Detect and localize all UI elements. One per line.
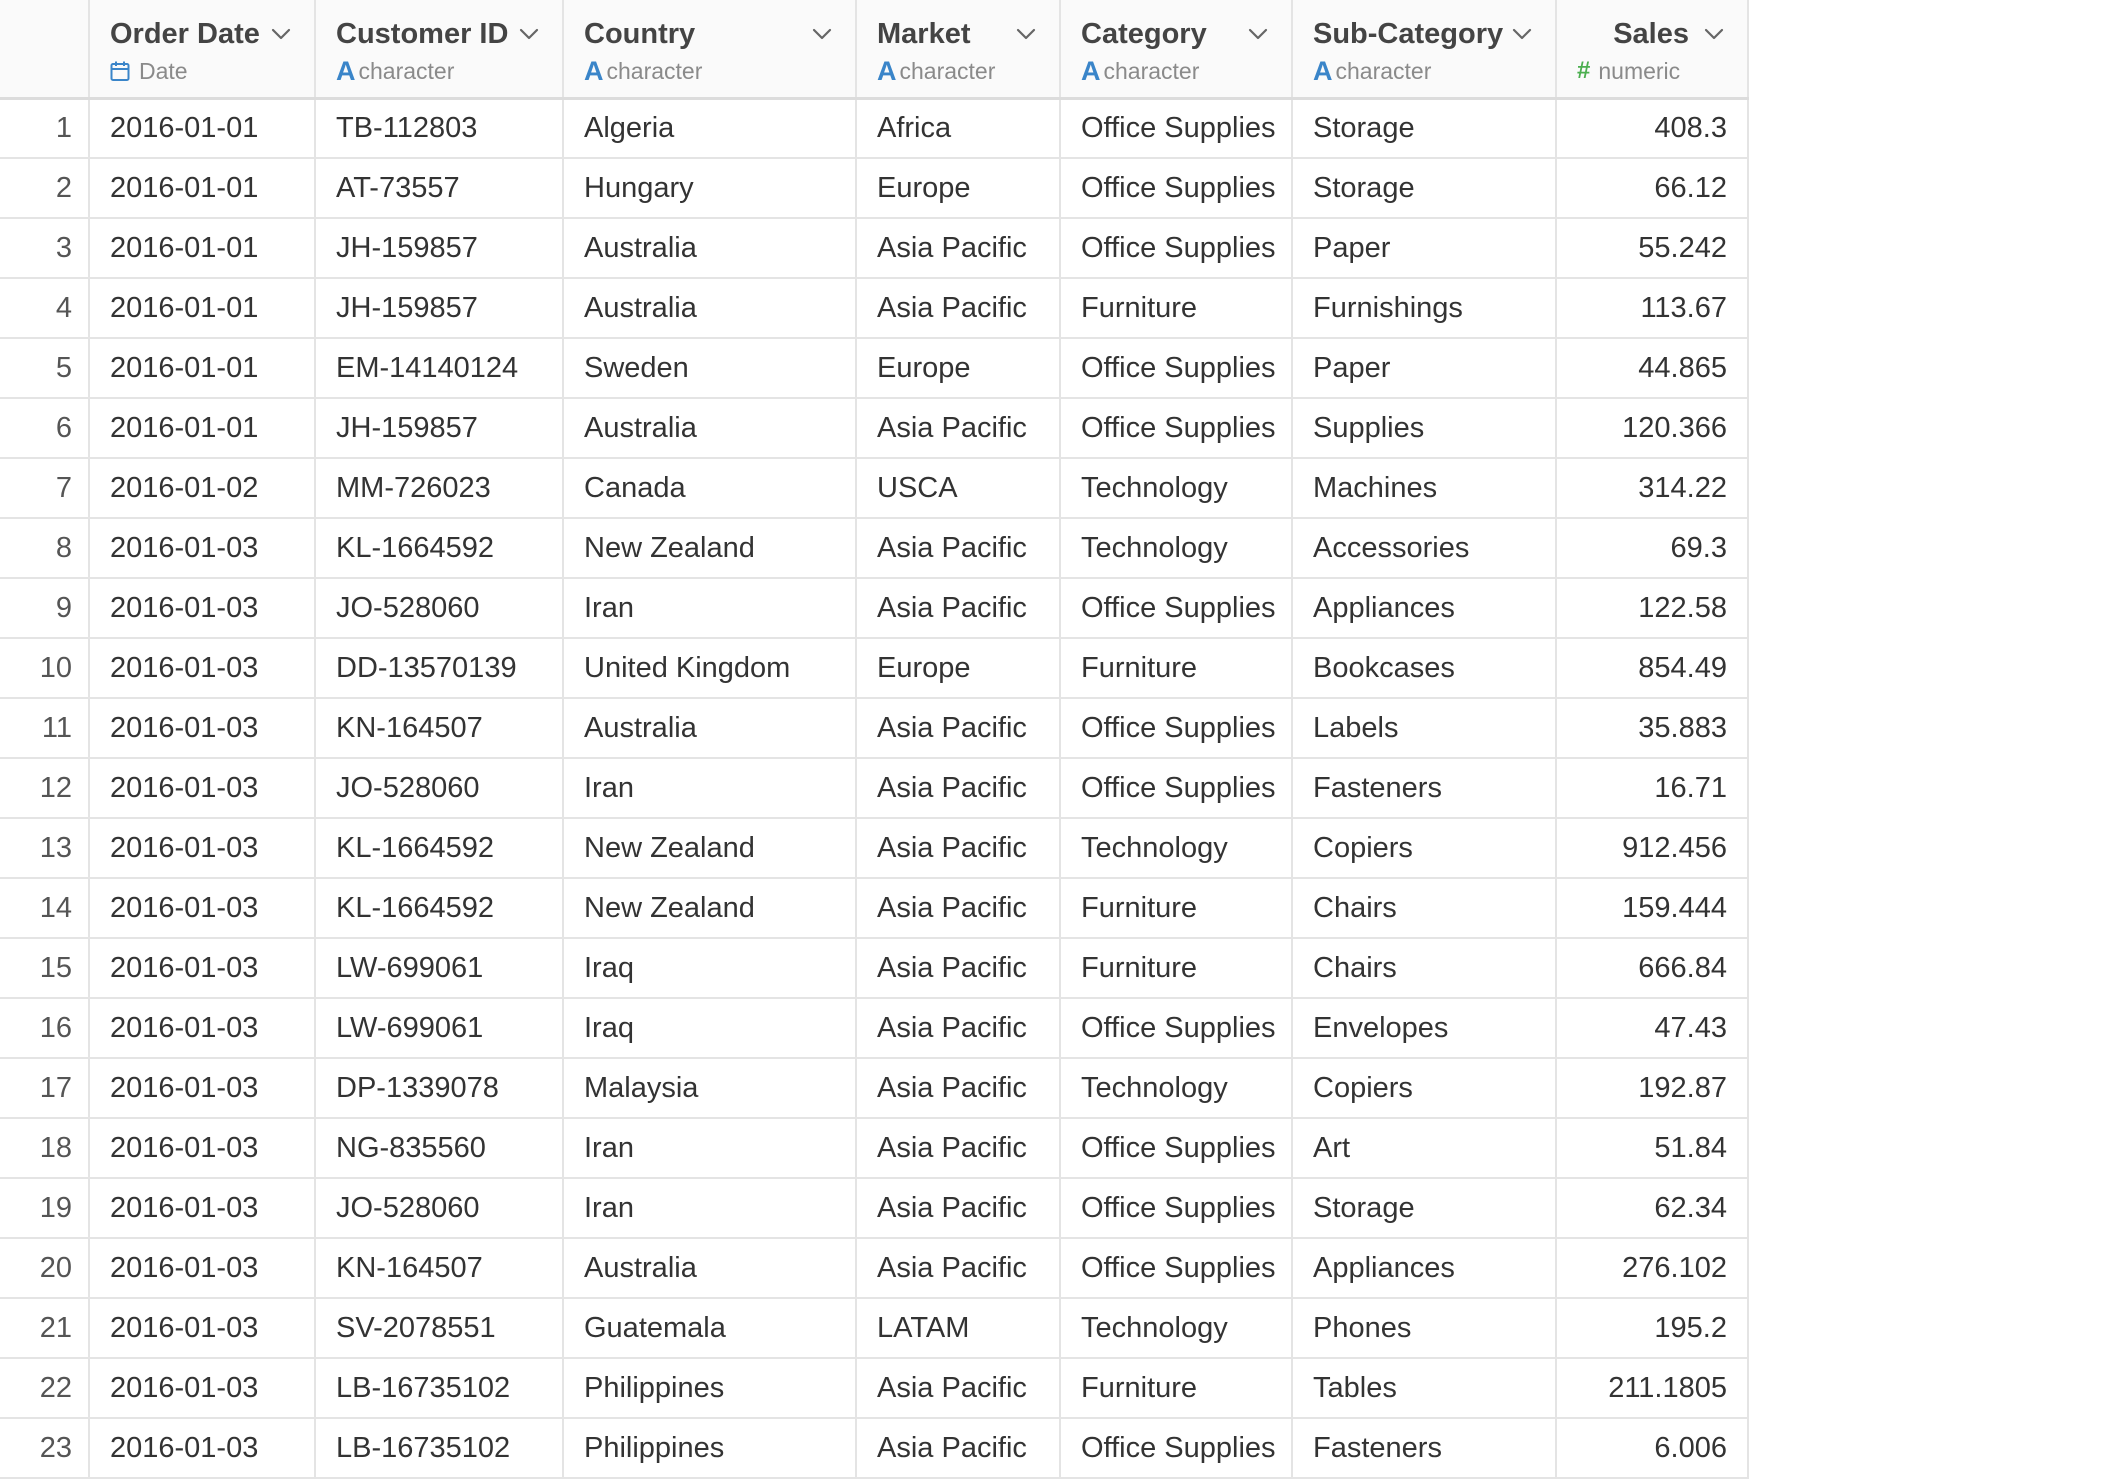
column-header-top (336, 16, 542, 52)
cell-sub-category[interactable]: Furnishings (1292, 278, 1556, 338)
row-number: 8 (0, 518, 89, 578)
cell-country[interactable]: New Zealand (563, 518, 856, 578)
cell-market[interactable]: Asia Pacific (856, 1058, 1060, 1118)
cell-category[interactable]: Technology (1060, 1298, 1292, 1358)
column-name: Order Date (110, 17, 260, 50)
cell-sales[interactable]: 16.71 (1556, 758, 1748, 818)
cell-country[interactable]: Australia (563, 698, 856, 758)
row-number: 15 (0, 938, 89, 998)
table-row[interactable] (0, 218, 1748, 278)
cell-order-date[interactable]: 2016-01-03 (89, 518, 315, 578)
cell-sub-category[interactable]: Phones (1292, 1298, 1556, 1358)
cell-market[interactable]: Africa (856, 98, 1060, 158)
cell-customer-id[interactable]: KL-1664592 (315, 878, 563, 938)
table-row[interactable] (0, 938, 1748, 998)
row-number: 21 (0, 1298, 89, 1358)
row-number: 2 (0, 158, 89, 218)
cell-sub-category[interactable]: Tables (1292, 1358, 1556, 1418)
cell-market[interactable]: Asia Pacific (856, 1358, 1060, 1418)
table-row[interactable] (0, 1238, 1748, 1298)
cell-customer-id[interactable]: LW-699061 (315, 998, 563, 1058)
cell-country[interactable]: Philippines (563, 1358, 856, 1418)
cell-market[interactable]: Asia Pacific (856, 278, 1060, 338)
cell-sales[interactable]: 69.3 (1556, 518, 1748, 578)
table-row[interactable] (0, 518, 1748, 578)
cell-country[interactable]: Iraq (563, 998, 856, 1058)
cell-order-date[interactable]: 2016-01-03 (89, 1178, 315, 1238)
cell-sub-category[interactable]: Paper (1292, 338, 1556, 398)
cell-market[interactable]: Asia Pacific (856, 698, 1060, 758)
character-type-icon: A (336, 55, 356, 86)
cell-sales[interactable]: 211.1805 (1556, 1358, 1748, 1418)
cell-market[interactable]: USCA (856, 458, 1060, 518)
cell-market[interactable]: Asia Pacific (856, 398, 1060, 458)
character-type-icon: A (877, 55, 897, 86)
cell-market[interactable]: Asia Pacific (856, 878, 1060, 938)
table-row[interactable] (0, 1358, 1748, 1418)
cell-market[interactable]: Europe (856, 338, 1060, 398)
column-header-sales[interactable] (1556, 0, 1748, 98)
cell-sales[interactable]: 912.456 (1556, 818, 1748, 878)
cell-order-date[interactable]: 2016-01-03 (89, 758, 315, 818)
cell-country[interactable]: Sweden (563, 338, 856, 398)
cell-market[interactable]: Asia Pacific (856, 1418, 1060, 1478)
cell-customer-id[interactable]: KN-164507 (315, 698, 563, 758)
cell-sub-category[interactable]: Copiers (1292, 818, 1556, 878)
cell-sub-category[interactable]: Labels (1292, 698, 1556, 758)
cell-sales[interactable]: 51.84 (1556, 1118, 1748, 1178)
cell-country[interactable]: Iraq (563, 938, 856, 998)
cell-sub-category[interactable]: Appliances (1292, 578, 1556, 638)
cell-sales[interactable]: 62.34 (1556, 1178, 1748, 1238)
cell-category[interactable]: Office Supplies (1060, 1238, 1292, 1298)
column-type-label: character (1103, 57, 1200, 84)
cell-market[interactable]: Asia Pacific (856, 1238, 1060, 1298)
column-header-market[interactable] (856, 0, 1060, 98)
cell-order-date[interactable]: 2016-01-03 (89, 878, 315, 938)
table-row[interactable] (0, 1118, 1748, 1178)
row-number: 23 (0, 1418, 89, 1478)
chevron-down-icon[interactable] (809, 21, 835, 47)
cell-sales[interactable]: 47.43 (1556, 998, 1748, 1058)
cell-country[interactable]: Malaysia (563, 1058, 856, 1118)
cell-order-date[interactable]: 2016-01-01 (89, 398, 315, 458)
table-row[interactable] (0, 98, 1748, 158)
cell-sub-category[interactable]: Storage (1292, 98, 1556, 158)
cell-sub-category[interactable]: Machines (1292, 458, 1556, 518)
column-header-sub-category[interactable] (1292, 0, 1556, 98)
cell-market[interactable]: Asia Pacific (856, 998, 1060, 1058)
cell-sub-category[interactable]: Storage (1292, 1178, 1556, 1238)
table-row[interactable] (0, 398, 1748, 458)
cell-country[interactable]: Canada (563, 458, 856, 518)
cell-customer-id[interactable]: EM-14140124 (315, 338, 563, 398)
cell-category[interactable]: Office Supplies (1060, 218, 1292, 278)
cell-country[interactable]: United Kingdom (563, 638, 856, 698)
cell-category[interactable]: Furniture (1060, 278, 1292, 338)
column-header-top (1313, 16, 1535, 52)
cell-customer-id[interactable]: KL-1664592 (315, 518, 563, 578)
cell-sales[interactable]: 55.242 (1556, 218, 1748, 278)
table-row[interactable] (0, 1058, 1748, 1118)
column-type (1577, 56, 1727, 86)
cell-customer-id[interactable]: LW-699061 (315, 938, 563, 998)
table-row[interactable] (0, 338, 1748, 398)
column-name: Customer ID (336, 17, 509, 50)
row-number: 12 (0, 758, 89, 818)
cell-sales[interactable]: 159.444 (1556, 878, 1748, 938)
cell-market[interactable]: Asia Pacific (856, 518, 1060, 578)
cell-sub-category[interactable]: Chairs (1292, 938, 1556, 998)
cell-country[interactable]: Australia (563, 218, 856, 278)
cell-order-date[interactable]: 2016-01-01 (89, 278, 315, 338)
table-row[interactable] (0, 1418, 1748, 1478)
cell-sub-category[interactable]: Bookcases (1292, 638, 1556, 698)
cell-market[interactable]: Europe (856, 158, 1060, 218)
cell-order-date[interactable]: 2016-01-03 (89, 1358, 315, 1418)
cell-category[interactable]: Office Supplies (1060, 998, 1292, 1058)
row-number: 9 (0, 578, 89, 638)
cell-country[interactable]: New Zealand (563, 878, 856, 938)
cell-sub-category[interactable]: Paper (1292, 218, 1556, 278)
cell-sales[interactable]: 408.3 (1556, 98, 1748, 158)
row-number: 11 (0, 698, 89, 758)
cell-customer-id[interactable]: KL-1664592 (315, 818, 563, 878)
cell-sub-category[interactable]: Envelopes (1292, 998, 1556, 1058)
table-row[interactable] (0, 1298, 1748, 1358)
cell-market[interactable]: Asia Pacific (856, 1118, 1060, 1178)
cell-customer-id[interactable]: LB-16735102 (315, 1418, 563, 1478)
cell-sub-category[interactable]: Fasteners (1292, 1418, 1556, 1478)
cell-category[interactable]: Technology (1060, 818, 1292, 878)
column-header-top (1577, 16, 1727, 52)
column-type-label: character (358, 57, 455, 84)
chevron-down-icon[interactable] (268, 21, 294, 47)
row-number: 6 (0, 398, 89, 458)
column-type (336, 56, 542, 86)
table-row[interactable] (0, 818, 1748, 878)
table-row[interactable] (0, 698, 1748, 758)
cell-sales[interactable]: 113.67 (1556, 278, 1748, 338)
cell-market[interactable]: Asia Pacific (856, 818, 1060, 878)
row-number: 10 (0, 638, 89, 698)
row-number: 19 (0, 1178, 89, 1238)
cell-sales[interactable]: 122.58 (1556, 578, 1748, 638)
cell-customer-id[interactable]: DP-1339078 (315, 1058, 563, 1118)
cell-market[interactable]: Asia Pacific (856, 938, 1060, 998)
cell-customer-id[interactable]: TB-112803 (315, 98, 563, 158)
chevron-down-icon[interactable] (1245, 21, 1271, 47)
table-row[interactable] (0, 158, 1748, 218)
row-number: 20 (0, 1238, 89, 1298)
row-number: 22 (0, 1358, 89, 1418)
row-number: 1 (0, 98, 89, 158)
cell-customer-id[interactable]: AT-73557 (315, 158, 563, 218)
column-type (1081, 56, 1271, 86)
column-type-label: character (1335, 57, 1432, 84)
cell-country[interactable]: New Zealand (563, 818, 856, 878)
column-type (1313, 56, 1535, 86)
cell-order-date[interactable]: 2016-01-01 (89, 98, 315, 158)
cell-customer-id[interactable]: SV-2078551 (315, 1298, 563, 1358)
cell-market[interactable]: Asia Pacific (856, 218, 1060, 278)
column-name: Market (877, 17, 971, 50)
row-number: 18 (0, 1118, 89, 1178)
cell-market[interactable]: LATAM (856, 1298, 1060, 1358)
cell-sub-category[interactable]: Chairs (1292, 878, 1556, 938)
cell-sales[interactable]: 854.49 (1556, 638, 1748, 698)
cell-country[interactable]: Iran (563, 578, 856, 638)
cell-customer-id[interactable]: JO-528060 (315, 578, 563, 638)
column-name: Country (584, 17, 696, 50)
cell-category[interactable]: Technology (1060, 1058, 1292, 1118)
cell-order-date[interactable]: 2016-01-03 (89, 1118, 315, 1178)
table-row[interactable] (0, 638, 1748, 698)
table-row[interactable] (0, 1178, 1748, 1238)
cell-order-date[interactable]: 2016-01-03 (89, 1298, 315, 1358)
cell-order-date[interactable]: 2016-01-03 (89, 1238, 315, 1298)
cell-order-date[interactable]: 2016-01-01 (89, 158, 315, 218)
column-header-top (584, 16, 835, 52)
cell-sub-category[interactable]: Supplies (1292, 398, 1556, 458)
column-type-label: character (899, 57, 996, 84)
cell-country[interactable]: Iran (563, 1118, 856, 1178)
cell-customer-id[interactable]: MM-726023 (315, 458, 563, 518)
cell-category[interactable]: Office Supplies (1060, 398, 1292, 458)
row-number: 14 (0, 878, 89, 938)
row-number: 17 (0, 1058, 89, 1118)
column-header-order-date[interactable] (89, 0, 315, 98)
cell-customer-id[interactable]: NG-835560 (315, 1118, 563, 1178)
cell-category[interactable]: Office Supplies (1060, 698, 1292, 758)
table-row[interactable] (0, 998, 1748, 1058)
cell-sales[interactable]: 192.87 (1556, 1058, 1748, 1118)
cell-order-date[interactable]: 2016-01-03 (89, 818, 315, 878)
cell-sales[interactable]: 195.2 (1556, 1298, 1748, 1358)
cell-customer-id[interactable]: JO-528060 (315, 758, 563, 818)
cell-category[interactable]: Office Supplies (1060, 98, 1292, 158)
cell-sales[interactable]: 314.22 (1556, 458, 1748, 518)
cell-customer-id[interactable]: DD-13570139 (315, 638, 563, 698)
cell-country[interactable]: Iran (563, 758, 856, 818)
cell-country[interactable]: Philippines (563, 1418, 856, 1478)
column-type (584, 56, 835, 86)
cell-order-date[interactable]: 2016-01-03 (89, 938, 315, 998)
column-name: Sub-Category (1313, 17, 1504, 50)
cell-customer-id[interactable]: JH-159857 (315, 218, 563, 278)
chevron-down-icon[interactable] (516, 21, 542, 47)
column-header-top (110, 16, 294, 52)
table-row[interactable] (0, 578, 1748, 638)
column-type-label: Date (139, 57, 188, 84)
cell-category[interactable]: Technology (1060, 458, 1292, 518)
row-number-header (0, 0, 89, 98)
row-number: 7 (0, 458, 89, 518)
cell-sales[interactable]: 666.84 (1556, 938, 1748, 998)
cell-sales[interactable]: 35.883 (1556, 698, 1748, 758)
cell-category[interactable]: Furniture (1060, 878, 1292, 938)
cell-sales[interactable]: 6.006 (1556, 1418, 1748, 1478)
cell-customer-id[interactable]: KN-164507 (315, 1238, 563, 1298)
cell-sub-category[interactable]: Fasteners (1292, 758, 1556, 818)
cell-country[interactable]: Hungary (563, 158, 856, 218)
row-number: 13 (0, 818, 89, 878)
row-number: 5 (0, 338, 89, 398)
column-type-label: character (606, 57, 703, 84)
cell-country[interactable]: Australia (563, 278, 856, 338)
column-header-top (877, 16, 1039, 52)
cell-market[interactable]: Asia Pacific (856, 1178, 1060, 1238)
chevron-down-icon[interactable] (1509, 21, 1535, 47)
row-number: 4 (0, 278, 89, 338)
column-header-category[interactable] (1060, 0, 1292, 98)
column-name: Sales (1613, 17, 1689, 50)
cell-sales[interactable]: 276.102 (1556, 1238, 1748, 1298)
cell-category[interactable]: Office Supplies (1060, 1418, 1292, 1478)
cell-market[interactable]: Asia Pacific (856, 758, 1060, 818)
chevron-down-icon[interactable] (1013, 21, 1039, 47)
cell-order-date[interactable]: 2016-01-03 (89, 1418, 315, 1478)
column-header-top (1081, 16, 1271, 52)
cell-order-date[interactable]: 2016-01-02 (89, 458, 315, 518)
cell-order-date[interactable]: 2016-01-01 (89, 338, 315, 398)
cell-category[interactable]: Furniture (1060, 1358, 1292, 1418)
cell-order-date[interactable]: 2016-01-03 (89, 698, 315, 758)
cell-order-date[interactable]: 2016-01-03 (89, 638, 315, 698)
cell-country[interactable]: Guatemala (563, 1298, 856, 1358)
cell-market[interactable]: Europe (856, 638, 1060, 698)
cell-category[interactable]: Office Supplies (1060, 758, 1292, 818)
cell-sub-category[interactable]: Appliances (1292, 1238, 1556, 1298)
cell-category[interactable]: Furniture (1060, 638, 1292, 698)
cell-sales[interactable]: 120.366 (1556, 398, 1748, 458)
character-type-icon: A (1081, 55, 1101, 86)
column-type (110, 56, 294, 86)
cell-sub-category[interactable]: Art (1292, 1118, 1556, 1178)
grid-body (0, 98, 1748, 1478)
cell-customer-id[interactable]: JO-528060 (315, 1178, 563, 1238)
column-header-customer-id[interactable] (315, 0, 563, 98)
table-row[interactable] (0, 458, 1748, 518)
header-row (0, 0, 1748, 98)
cell-country[interactable]: Algeria (563, 98, 856, 158)
character-type-icon: A (584, 55, 604, 86)
row-number: 16 (0, 998, 89, 1058)
column-type-label: numeric (1598, 57, 1681, 84)
column-header-country[interactable] (563, 0, 856, 98)
cell-order-date[interactable]: 2016-01-03 (89, 998, 315, 1058)
chevron-down-icon[interactable] (1701, 21, 1727, 47)
cell-country[interactable]: Australia (563, 1238, 856, 1298)
calendar-icon (110, 60, 136, 82)
cell-country[interactable]: Australia (563, 398, 856, 458)
cell-sub-category[interactable]: Storage (1292, 158, 1556, 218)
cell-category[interactable]: Office Supplies (1060, 338, 1292, 398)
cell-sub-category[interactable]: Copiers (1292, 1058, 1556, 1118)
cell-category[interactable]: Furniture (1060, 938, 1292, 998)
cell-category[interactable]: Office Supplies (1060, 578, 1292, 638)
table-row[interactable] (0, 878, 1748, 938)
cell-order-date[interactable]: 2016-01-03 (89, 578, 315, 638)
cell-category[interactable]: Office Supplies (1060, 1118, 1292, 1178)
cell-customer-id[interactable]: JH-159857 (315, 398, 563, 458)
row-number: 3 (0, 218, 89, 278)
cell-sub-category[interactable]: Accessories (1292, 518, 1556, 578)
table-row[interactable] (0, 758, 1748, 818)
cell-market[interactable]: Asia Pacific (856, 578, 1060, 638)
cell-country[interactable]: Iran (563, 1178, 856, 1238)
column-name: Category (1081, 17, 1207, 50)
cell-customer-id[interactable]: LB-16735102 (315, 1358, 563, 1418)
column-type (877, 56, 1039, 86)
numeric-type-icon: # (1577, 57, 1591, 84)
cell-category[interactable]: Technology (1060, 518, 1292, 578)
cell-category[interactable]: Office Supplies (1060, 1178, 1292, 1238)
character-type-icon: A (1313, 55, 1333, 86)
table-row[interactable] (0, 278, 1748, 338)
cell-sales[interactable]: 44.865 (1556, 338, 1748, 398)
cell-order-date[interactable]: 2016-01-01 (89, 218, 315, 278)
cell-category[interactable]: Office Supplies (1060, 158, 1292, 218)
cell-sales[interactable]: 66.12 (1556, 158, 1748, 218)
cell-customer-id[interactable]: JH-159857 (315, 278, 563, 338)
grid-header (0, 0, 1748, 98)
cell-order-date[interactable]: 2016-01-03 (89, 1058, 315, 1118)
